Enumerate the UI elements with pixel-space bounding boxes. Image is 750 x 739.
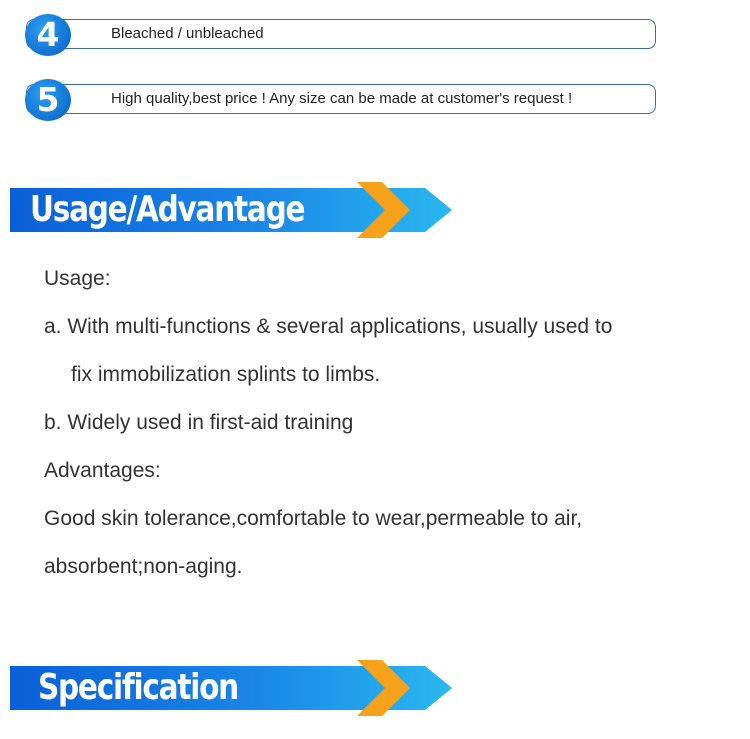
section-title: Specification — [38, 667, 238, 708]
advantages-text-continued: absorbent;non-aging. — [44, 555, 243, 578]
feature-text: High quality,best price ! Any size can be made at customer's request ! — [111, 90, 573, 107]
feature-row-4 — [26, 15, 656, 54]
usage-item-a: a. With multi-functions & several applications, usually used to — [44, 315, 613, 338]
number-badge: 5 — [25, 79, 71, 121]
advantages-text: Good skin tolerance,comfortable to wear,permeable to air, — [44, 507, 583, 530]
usage-advantage-banner — [0, 182, 460, 238]
feature-row-5 — [26, 80, 656, 119]
usage-content — [44, 255, 724, 591]
usage-heading: Usage: — [44, 267, 111, 290]
specification-banner — [0, 660, 460, 716]
number-badge: 4 — [25, 14, 71, 56]
usage-item-b: b. Widely used in first-aid training — [44, 411, 354, 434]
feature-text: Bleached / unbleached — [111, 25, 264, 42]
advantages-heading: Advantages: — [44, 459, 161, 482]
section-title: Usage/Advantage — [30, 189, 305, 230]
usage-item-a-continued: fix immobilization splints to limbs. — [71, 363, 381, 386]
